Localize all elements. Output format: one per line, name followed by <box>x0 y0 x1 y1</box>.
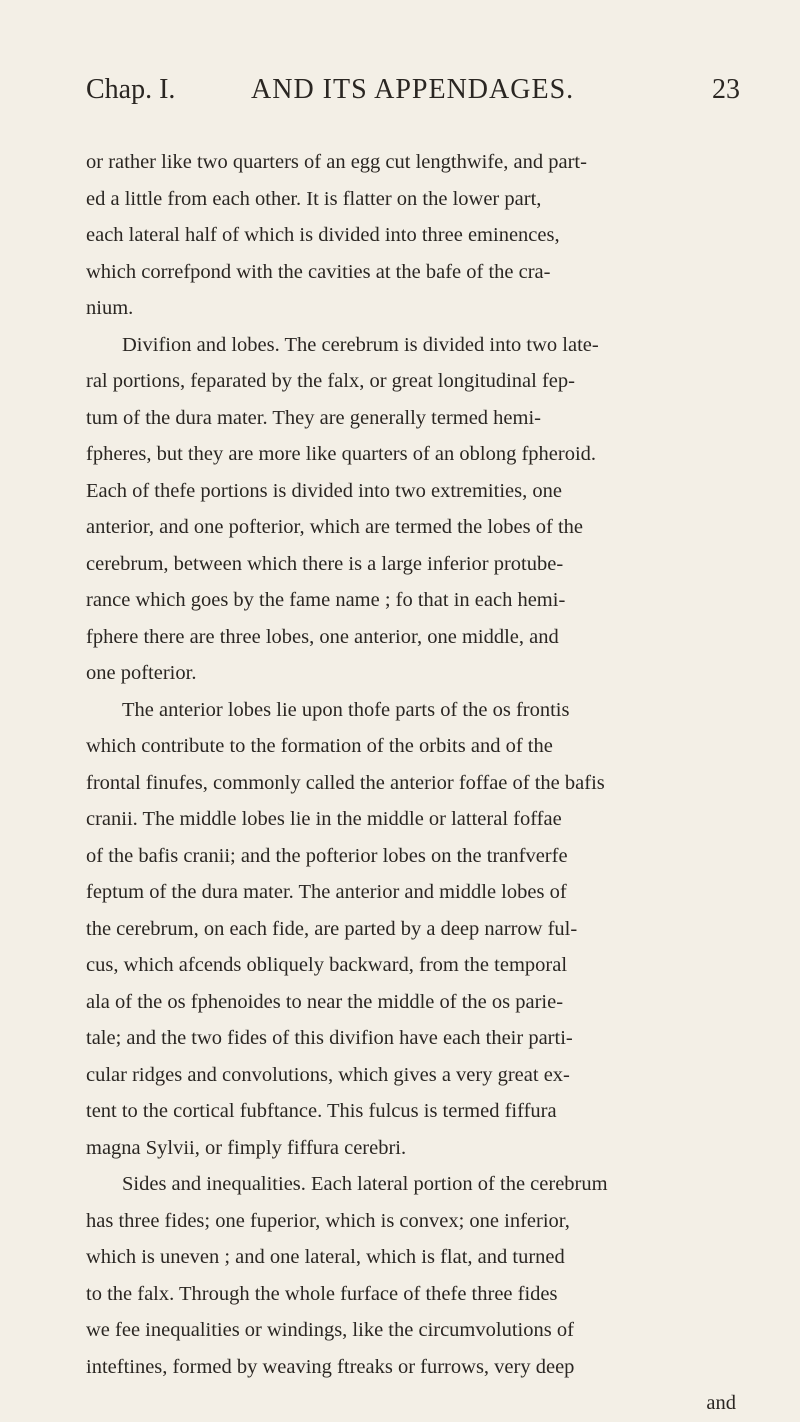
text-line: ala of the os fphenoides to near the middle of the os parie- <box>86 990 564 1013</box>
text-line: fphere there are three lobes, one anterior, one middle, and <box>86 625 559 648</box>
chapter-label: Chap. I. <box>86 74 176 105</box>
text-line: ed a little from each other. It is flatter on the lower part, <box>86 187 542 210</box>
text-line: The anterior lobes lie upon thofe parts of the os frontis <box>122 698 570 721</box>
text-line: magna Sylvii, or fimply fiffura cerebri. <box>86 1136 407 1159</box>
page-number: 23 <box>712 74 740 105</box>
text-line: has three fides; one fuperior, which is convex; one inferior, <box>86 1209 570 1232</box>
text-line: tent to the cortical fubftance. This fulcus is termed fiffura <box>86 1100 557 1122</box>
text-line: of the bafis cranii; and the pofterior lobes on the tranfverfe <box>86 844 568 867</box>
body-text <box>86 144 746 1422</box>
text-line: feptum of the dura mater. The anterior and middle lobes of <box>86 881 567 903</box>
text-line: Sides and inequalities. Each lateral portion of the cerebrum <box>122 1173 608 1195</box>
text-line: anterior, and one pofterior, which are termed the lobes of the <box>86 516 583 538</box>
text-line: ral portions, feparated by the falx, or great longitudinal fep- <box>86 370 575 392</box>
text-line: fpheres, but they are more like quarters of an oblong fpheroid. <box>86 443 597 465</box>
text-line: rance which goes by the fame name ; fo that in each hemi- <box>86 589 566 611</box>
text-line: which correfpond with the cavities at the bafe of the cra- <box>86 260 551 283</box>
text-line: frontal finufes, commonly called the anterior foffae of the bafis <box>86 771 605 794</box>
text-line: inteftines, formed by weaving ftreaks or furrows, very deep <box>86 1355 575 1378</box>
text-line: Each of thefe portions is divided into two extremities, one <box>86 479 562 502</box>
text-line: we fee inequalities or windings, like the circumvolutions of <box>86 1319 574 1341</box>
text-line: cranii. The middle lobes lie in the middle or latteral foffae <box>86 808 562 830</box>
text-line: nium. <box>86 297 134 319</box>
text-line: tale; and the two fides of this divifion have each their parti- <box>86 1027 573 1049</box>
text-line: one pofterior. <box>86 662 197 684</box>
text-line: tum of the dura mater. They are generally termed hemi- <box>86 406 541 429</box>
text-line: to the falx. Through the whole furface of thefe three fides <box>86 1282 558 1305</box>
text-line: or rather like two quarters of an egg cut lengthwife, and part- <box>86 151 587 173</box>
text-line: cular ridges and convolutions, which gives a very great ex- <box>86 1063 570 1086</box>
running-title: AND ITS APPENDAGES. <box>251 74 575 105</box>
text-line: the cerebrum, on each fide, are parted by a deep narrow ful- <box>86 917 578 940</box>
running-header <box>86 70 740 110</box>
text-line: which contribute to the formation of the orbits and of the <box>86 735 553 757</box>
text-line: each lateral half of which is divided into three eminences, <box>86 224 560 246</box>
text-line: cerebrum, between which there is a large inferior protube- <box>86 552 564 575</box>
text-line: which is uneven ; and one lateral, which is flat, and turned <box>86 1246 565 1268</box>
text-line: Divifion and lobes. The cerebrum is divided into two late- <box>122 333 599 356</box>
text-line: cus, which afcends obliquely backward, from the temporal <box>86 954 568 976</box>
catchword: and <box>706 1392 736 1414</box>
